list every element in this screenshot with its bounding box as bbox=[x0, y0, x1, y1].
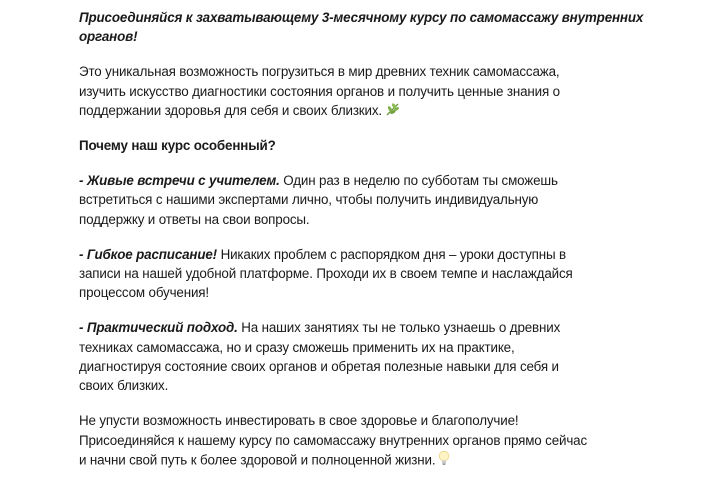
section-heading bbox=[79, 136, 709, 155]
text-line: встретиться с нашими экспертами лично, чтобы получить индивидуальную bbox=[79, 192, 539, 208]
document-body bbox=[79, 8, 709, 485]
text-line: Не упусти возможность инвестировать в свое здоровье и благополучие! bbox=[79, 413, 519, 429]
closing-paragraph bbox=[79, 411, 709, 469]
text-line: записи на нашей удобной платформе. Проходи их в своем темпе и наслаждайся bbox=[79, 265, 573, 281]
text-line bbox=[79, 245, 709, 264]
text-line: Это уникальная возможность погрузиться в мир древних техник самомассажа, bbox=[79, 64, 560, 80]
text-line: Присоединяйся к захватывающему 3-месячному курсу по самомассажу внутренних bbox=[79, 10, 644, 25]
intro-paragraph bbox=[79, 62, 709, 120]
text-line: изучить искусство диагностики состояния органов и получить ценные знания о bbox=[79, 83, 560, 99]
text-line: процессом обучения! bbox=[79, 285, 209, 301]
feature-lead: - Практический подход. bbox=[79, 320, 238, 336]
text-line bbox=[79, 450, 709, 469]
text-line: диагностируя состояние своих органов и обретая полезные навыки для себя и bbox=[79, 358, 559, 374]
feature-lead: - Живые встречи с учителем. bbox=[79, 172, 280, 188]
feature-practical-approach bbox=[79, 318, 709, 396]
text-line bbox=[79, 171, 709, 190]
text-line bbox=[79, 318, 709, 337]
text-line: техниках самомассажа, но и сразу сможешь применить их на практике, bbox=[79, 339, 515, 355]
intro-title bbox=[79, 8, 709, 47]
text-line: поддержку и ответы на свои вопросы. bbox=[79, 211, 310, 227]
text-segment: Один раз в неделю по субботам ты сможешь bbox=[279, 172, 558, 188]
text-segment: и начни свой путь к более здоровой и полноценной жизни. bbox=[79, 452, 436, 468]
text-segment: На наших занятиях ты не только узнаешь о древних bbox=[237, 320, 561, 336]
feature-lead: - Гибкое расписание! bbox=[79, 246, 217, 262]
text-segment: поддержании здоровья для себя и своих близких. bbox=[79, 103, 382, 119]
text-line: Присоединяйся к нашему курсу по самомассажу внутренних органов прямо сейчас bbox=[79, 432, 587, 448]
heading-text: Почему наш курс особенный? bbox=[79, 137, 276, 153]
text-line bbox=[79, 101, 709, 120]
feature-live-meetings bbox=[79, 171, 709, 229]
text-line: своих близких. bbox=[79, 378, 169, 394]
light-bulb-icon bbox=[438, 450, 450, 471]
herb-icon bbox=[385, 102, 401, 121]
text-line: органов! bbox=[79, 29, 138, 45]
feature-flexible-schedule bbox=[79, 245, 709, 303]
text-segment: Никаких проблем с распорядком дня – уроки доступны в bbox=[217, 246, 567, 262]
